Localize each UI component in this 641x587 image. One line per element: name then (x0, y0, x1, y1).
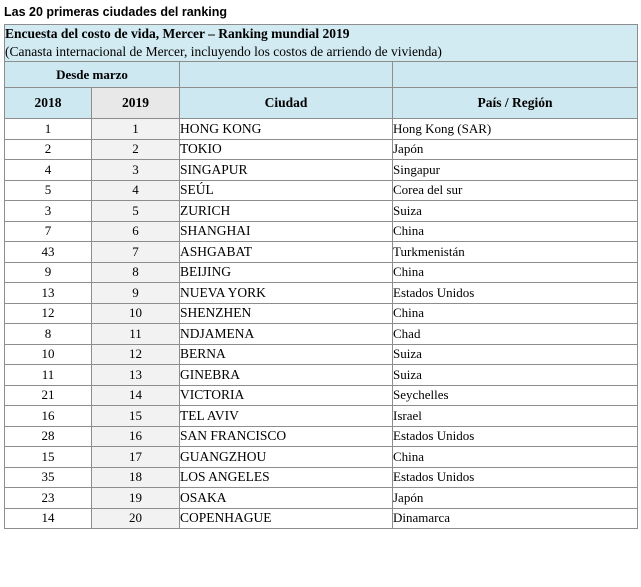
cell-rank-2019: 15 (92, 406, 180, 427)
table-head (5, 25, 638, 119)
cell-city: BEIJING (180, 262, 393, 283)
cell-rank-2018: 35 (5, 467, 92, 488)
table-row (5, 180, 638, 201)
cell-rank-2018: 14 (5, 508, 92, 529)
cell-rank-2019: 7 (92, 242, 180, 263)
table-row (5, 242, 638, 263)
cell-rank-2018: 23 (5, 488, 92, 509)
column-header-2019: 2019 (92, 88, 180, 119)
cell-country: Seychelles (393, 385, 638, 406)
cell-rank-2019: 2 (92, 139, 180, 160)
table-row (5, 467, 638, 488)
page-title: Las 20 primeras ciudades del ranking (4, 5, 228, 19)
table-row (5, 488, 638, 509)
cell-rank-2018: 10 (5, 344, 92, 365)
cell-rank-2019: 10 (92, 303, 180, 324)
table-row (5, 508, 638, 529)
cell-city: SEÚL (180, 180, 393, 201)
cell-rank-2018: 16 (5, 406, 92, 427)
cell-rank-2018: 11 (5, 365, 92, 386)
column-header-pais-region: País / Región (393, 88, 638, 119)
table-row (5, 303, 638, 324)
cell-city: SHENZHEN (180, 303, 393, 324)
table-body (5, 119, 638, 529)
group-header-desde-marzo: Desde marzo (5, 62, 180, 88)
cell-rank-2019: 11 (92, 324, 180, 345)
cell-rank-2019: 19 (92, 488, 180, 509)
cell-rank-2018: 9 (5, 262, 92, 283)
cell-city: GINEBRA (180, 365, 393, 386)
table-row (5, 221, 638, 242)
cell-country: Hong Kong (SAR) (393, 119, 638, 140)
cell-rank-2019: 4 (92, 180, 180, 201)
cell-country: China (393, 262, 638, 283)
cell-country: Turkmenistán (393, 242, 638, 263)
cell-rank-2018: 1 (5, 119, 92, 140)
column-header-ciudad: Ciudad (180, 88, 393, 119)
cell-city: COPENHAGUE (180, 508, 393, 529)
cell-country: Corea del sur (393, 180, 638, 201)
table-row (5, 160, 638, 181)
cell-city: OSAKA (180, 488, 393, 509)
cell-rank-2019: 8 (92, 262, 180, 283)
column-header-2018: 2018 (5, 88, 92, 119)
cell-city: NDJAMENA (180, 324, 393, 345)
cell-rank-2019: 5 (92, 201, 180, 222)
cell-country: Estados Unidos (393, 467, 638, 488)
table-row (5, 447, 638, 468)
cell-city: SAN FRANCISCO (180, 426, 393, 447)
table-row (5, 385, 638, 406)
cell-rank-2019: 6 (92, 221, 180, 242)
cell-rank-2018: 2 (5, 139, 92, 160)
cell-rank-2019: 18 (92, 467, 180, 488)
cell-city: VICTORIA (180, 385, 393, 406)
cell-country: Suiza (393, 365, 638, 386)
cell-country: Japón (393, 139, 638, 160)
table-title-line2: (Canasta internacional de Mercer, incluyendo los costos de arriendo de vivienda) (5, 44, 442, 59)
ranking-table (4, 24, 638, 529)
table-column-header-row (5, 88, 638, 119)
cell-rank-2019: 14 (92, 385, 180, 406)
cell-rank-2019: 9 (92, 283, 180, 304)
cell-city: BERNA (180, 344, 393, 365)
table-title-cell (5, 25, 638, 62)
cell-rank-2018: 4 (5, 160, 92, 181)
cell-city: LOS ANGELES (180, 467, 393, 488)
cell-rank-2019: 3 (92, 160, 180, 181)
table-row (5, 139, 638, 160)
table-title-row (5, 25, 638, 62)
cell-country: Japón (393, 488, 638, 509)
cell-rank-2018: 21 (5, 385, 92, 406)
cell-rank-2018: 28 (5, 426, 92, 447)
cell-country: Israel (393, 406, 638, 427)
cell-country: China (393, 221, 638, 242)
table-row (5, 324, 638, 345)
cell-country: Suiza (393, 201, 638, 222)
cell-rank-2019: 13 (92, 365, 180, 386)
cell-rank-2018: 13 (5, 283, 92, 304)
cell-city: GUANGZHOU (180, 447, 393, 468)
table-row (5, 283, 638, 304)
cell-city: SHANGHAI (180, 221, 393, 242)
table-row (5, 119, 638, 140)
cell-city: ASHGABAT (180, 242, 393, 263)
group-header-spacer-city (180, 62, 393, 88)
cell-rank-2019: 20 (92, 508, 180, 529)
cell-rank-2018: 7 (5, 221, 92, 242)
cell-country: China (393, 303, 638, 324)
cell-country: Estados Unidos (393, 283, 638, 304)
cell-rank-2018: 12 (5, 303, 92, 324)
table-row (5, 426, 638, 447)
table-group-header-row (5, 62, 638, 88)
cell-city: SINGAPUR (180, 160, 393, 181)
cell-rank-2018: 5 (5, 180, 92, 201)
table-row (5, 406, 638, 427)
cell-rank-2019: 12 (92, 344, 180, 365)
cell-city: HONG KONG (180, 119, 393, 140)
cell-country: Singapur (393, 160, 638, 181)
cell-country: Estados Unidos (393, 426, 638, 447)
cell-country: Chad (393, 324, 638, 345)
cell-city: NUEVA YORK (180, 283, 393, 304)
cell-city: TEL AVIV (180, 406, 393, 427)
cell-rank-2018: 8 (5, 324, 92, 345)
cell-country: China (393, 447, 638, 468)
table-row (5, 365, 638, 386)
cell-rank-2019: 1 (92, 119, 180, 140)
cell-rank-2018: 43 (5, 242, 92, 263)
table-row (5, 344, 638, 365)
cell-city: TOKIO (180, 139, 393, 160)
cell-city: ZURICH (180, 201, 393, 222)
table-row (5, 201, 638, 222)
cell-country: Suiza (393, 344, 638, 365)
cell-rank-2019: 16 (92, 426, 180, 447)
group-header-spacer-country (393, 62, 638, 88)
cell-rank-2018: 15 (5, 447, 92, 468)
cell-rank-2019: 17 (92, 447, 180, 468)
table-title-line1: Encuesta del costo de vida, Mercer – Ranking mundial 2019 (5, 26, 350, 41)
cell-country: Dinamarca (393, 508, 638, 529)
table-row (5, 262, 638, 283)
cell-rank-2018: 3 (5, 201, 92, 222)
